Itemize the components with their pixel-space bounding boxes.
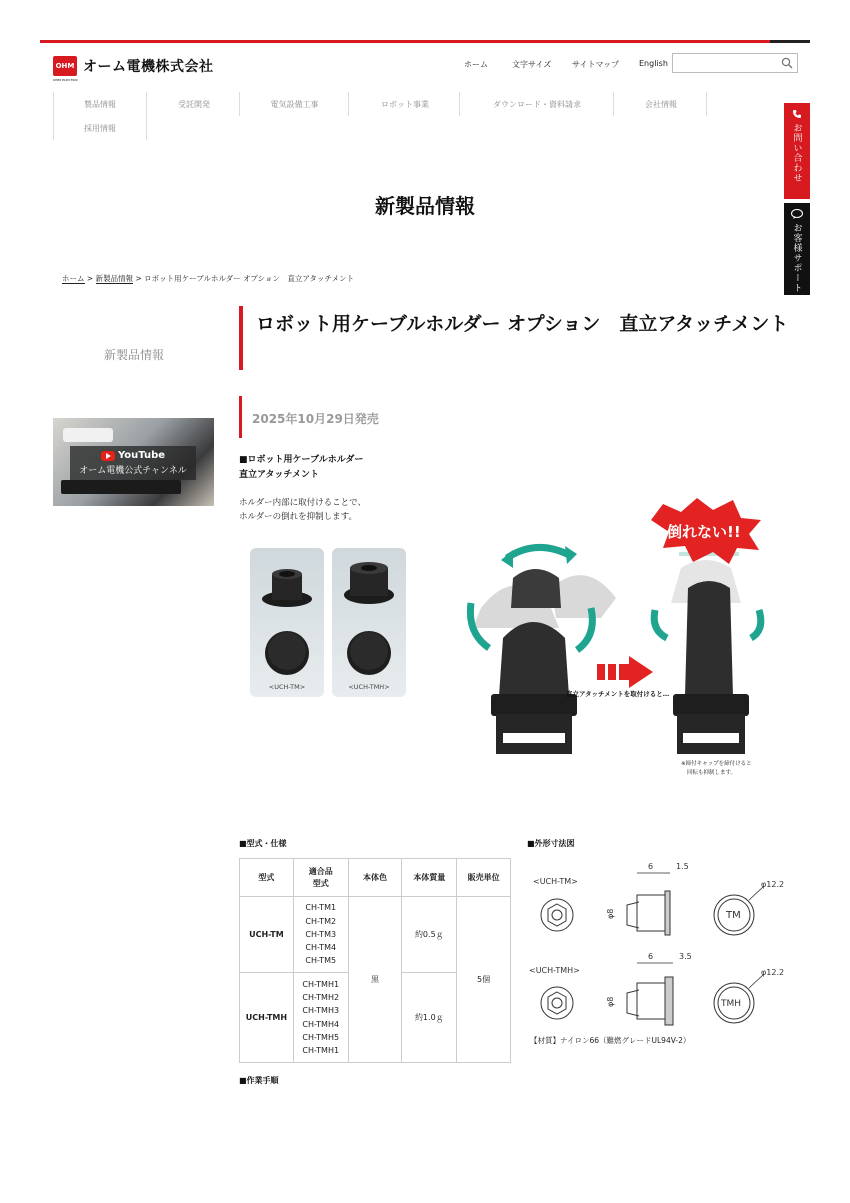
svg-text:φ8: φ8 <box>606 908 615 919</box>
svg-text:6: 6 <box>648 862 654 871</box>
svg-text:1.5: 1.5 <box>676 862 689 871</box>
product-photo-uch-tm: <UCH-TM> <box>250 548 324 697</box>
spec-table <box>239 858 511 1063</box>
search-box <box>672 53 798 73</box>
play-icon <box>101 451 115 461</box>
table-cell-model: UCH-TM <box>240 897 294 973</box>
dimension-drawing <box>527 855 807 1045</box>
nav-sitemap-link[interactable]: サイトマップ <box>572 60 620 69</box>
table-row <box>240 897 511 973</box>
page-heading: 新製品情報 <box>375 194 475 218</box>
date-accent-bar <box>239 396 242 438</box>
breadcrumb <box>62 273 354 284</box>
gnav-recruit[interactable]: 採用情報 <box>84 124 116 133</box>
svg-text:3.5: 3.5 <box>679 952 692 961</box>
gnav-products[interactable]: 製品情報 <box>84 100 116 109</box>
spec-section-label: ■型式・仕様 <box>239 839 287 848</box>
dims-section-label: ■外形寸法図 <box>527 839 575 848</box>
table-cell-model: UCH-TMH <box>240 973 294 1063</box>
youtube-channel-label: オーム電機公式チャンネル <box>79 466 187 476</box>
product-name: ■ロボット用ケーブルホルダー 直立アタッチメント <box>239 455 364 480</box>
svg-text:φ12.2: φ12.2 <box>761 880 785 889</box>
release-date: 2025年10月29日発売 <box>252 412 379 426</box>
table-header: 型式 <box>240 859 294 897</box>
breadcrumb-home[interactable]: ホーム <box>62 274 85 283</box>
header-rule <box>40 40 810 43</box>
svg-text:TM: TM <box>726 910 741 921</box>
phone-icon <box>792 109 802 119</box>
gnav-company[interactable]: 会社情報 <box>645 100 677 109</box>
table-cell-compat: CH-TMH1 CH-TMH2 CH-TMH3 CH-TMH4 CH-TMH5 CH-TMH1 <box>293 973 348 1063</box>
svg-text:6: 6 <box>648 952 654 961</box>
breadcrumb-separator: > <box>86 274 94 283</box>
table-cell-weight: 約0.5ｇ <box>402 897 457 973</box>
sidebar-label[interactable]: 新製品情報 <box>103 348 164 362</box>
svg-text:※締付キャップを締付けると: ※締付キャップを締付けると <box>681 761 752 767</box>
product-photo-uch-tmh: <UCH-TMH> <box>332 548 406 697</box>
site-logo[interactable] <box>53 56 214 82</box>
table-cell-unit: 5個 <box>457 897 511 1063</box>
table-cell-compat: CH-TM1 CH-TM2 CH-TM3 CH-TM4 CH-TM5 <box>293 897 348 973</box>
product-description: ホルダー内部に取付けることで、 ホルダーの倒れを抑制します。 <box>239 498 366 522</box>
procedure-section-label: ■作業手順 <box>239 1076 279 1085</box>
search-icon[interactable] <box>781 57 793 69</box>
svg-text:φ12.2: φ12.2 <box>761 968 785 977</box>
support-tab-label: お客様サポート <box>791 223 802 293</box>
svg-text:直立アタッチメントを取付けると…: 直立アタッチメントを取付けると… <box>566 690 670 698</box>
youtube-banner[interactable] <box>53 418 214 506</box>
gnav-electrical[interactable]: 電気設備工事 <box>270 100 319 109</box>
svg-text:倒れない!!: 倒れない!! <box>667 523 741 541</box>
nav-font-size-link[interactable]: 文字サイズ <box>512 60 552 69</box>
table-cell-weight: 約1.0ｇ <box>402 973 457 1063</box>
gnav-contract-dev[interactable]: 受託開発 <box>178 100 210 109</box>
svg-text:回転も抑制します。: 回転も抑制します。 <box>687 770 737 776</box>
breadcrumb-current: ロボット用ケーブルホルダー オプション 直立アタッチメント <box>144 274 355 283</box>
contact-tab[interactable] <box>784 103 810 199</box>
nav-english-link[interactable]: English <box>639 59 668 68</box>
gnav-robot[interactable]: ロボット事業 <box>381 100 429 109</box>
material-note: 【材質】ナイロン66（難燃グレードUL94V-2） <box>530 1036 691 1045</box>
article-title: ロボット用ケーブルホルダー オプション 直立アタッチメント <box>256 313 789 335</box>
title-accent-bar <box>239 306 243 370</box>
svg-text:<UCH-TMH>: <UCH-TMH> <box>529 966 580 975</box>
search-input[interactable] <box>673 58 773 76</box>
youtube-logo: YouTube <box>101 450 165 461</box>
logo-mark: OHM OHM ELECTRIC <box>53 56 77 76</box>
breadcrumb-separator: > <box>135 274 142 283</box>
attachment-illustration <box>441 468 787 808</box>
table-header: 本体質量 <box>402 859 457 897</box>
contact-tab-label: お問い合わせ <box>791 123 802 183</box>
company-name: オーム電機株式会社 <box>83 59 214 75</box>
table-header: 販売単位 <box>457 859 511 897</box>
breadcrumb-news[interactable]: 新製品情報 <box>95 274 134 283</box>
gnav-download[interactable]: ダウンロード・資料請求 <box>493 100 581 109</box>
svg-text:TMH: TMH <box>721 999 742 1009</box>
table-header-row <box>240 859 511 897</box>
table-header: 本体色 <box>348 859 402 897</box>
table-cell-color: 黒 <box>348 897 402 1063</box>
svg-text:φ8: φ8 <box>606 996 615 1007</box>
svg-text:<UCH-TM>: <UCH-TM> <box>533 877 578 886</box>
nav-home-link[interactable]: ホーム <box>464 60 488 69</box>
table-header: 適合品 型式 <box>293 859 348 897</box>
